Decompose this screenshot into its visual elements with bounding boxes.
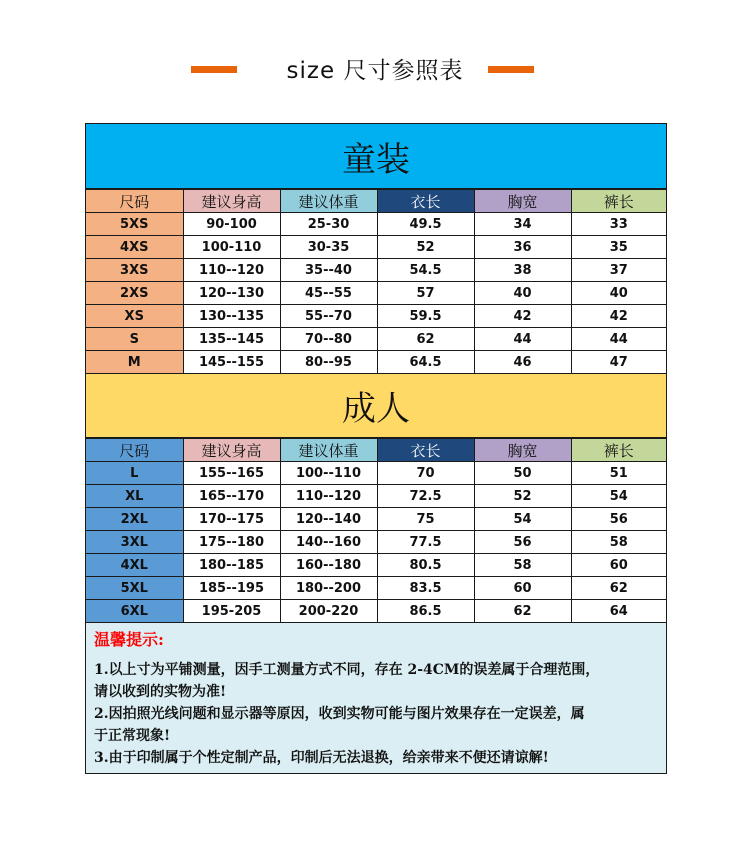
notes-panel (86, 623, 666, 773)
size-cell: 4XL (86, 554, 183, 577)
height-cell: 195-205 (183, 600, 280, 623)
table-row (86, 328, 666, 351)
header-size: 尺码 (86, 190, 183, 213)
pants-cell: 60 (571, 554, 666, 577)
height-cell: 110--120 (183, 259, 280, 282)
length-cell: 59.5 (377, 305, 474, 328)
pants-cell: 54 (571, 485, 666, 508)
pants-cell: 37 (571, 259, 666, 282)
notes-heading: 温馨提示: (94, 630, 164, 649)
header-weight: 建议体重 (280, 439, 377, 462)
pants-cell: 51 (571, 462, 666, 485)
chest-cell: 54 (474, 508, 571, 531)
adult-header-row (86, 439, 666, 462)
header-size: 尺码 (86, 439, 183, 462)
size-cell: 4XS (86, 236, 183, 259)
weight-cell: 200-220 (280, 600, 377, 623)
weight-cell: 25-30 (280, 213, 377, 236)
header-height: 建议身高 (183, 439, 280, 462)
notes-line: 请以收到的实物为准! (94, 684, 227, 700)
size-cell: XL (86, 485, 183, 508)
header-height: 建议身高 (183, 190, 280, 213)
chest-cell: 50 (474, 462, 571, 485)
table-row (86, 259, 666, 282)
length-cell: 54.5 (377, 259, 474, 282)
height-cell: 130--135 (183, 305, 280, 328)
weight-cell: 140--160 (280, 531, 377, 554)
table-row (86, 554, 666, 577)
table-row (86, 351, 666, 374)
pants-cell: 58 (571, 531, 666, 554)
table-row (86, 213, 666, 236)
size-cell: 2XL (86, 508, 183, 531)
size-cell: 6XL (86, 600, 183, 623)
length-cell: 70 (377, 462, 474, 485)
size-cell: 3XL (86, 531, 183, 554)
chest-cell: 56 (474, 531, 571, 554)
notes-line: 3.由于印制属于个性定制产品，印制后无法退换，给亲带来不便还请谅解! (94, 750, 549, 766)
pants-cell: 40 (571, 282, 666, 305)
length-cell: 75 (377, 508, 474, 531)
size-cell: XS (86, 305, 183, 328)
chest-cell: 58 (474, 554, 571, 577)
table-row (86, 462, 666, 485)
table-row (86, 305, 666, 328)
table-row (86, 508, 666, 531)
height-cell: 185--195 (183, 577, 280, 600)
pants-cell: 47 (571, 351, 666, 374)
size-cell: L (86, 462, 183, 485)
header-weight: 建议体重 (280, 190, 377, 213)
weight-cell: 30-35 (280, 236, 377, 259)
height-cell: 180--185 (183, 554, 280, 577)
page-title-area (0, 48, 750, 88)
notes-line: 2.因拍照光线问题和显示器等原因，收到实物可能与图片效果存在一定误差，属 (94, 706, 585, 722)
size-chart (85, 123, 667, 774)
height-cell: 135--145 (183, 328, 280, 351)
title-accent-bar-right (488, 66, 534, 73)
size-cell: S (86, 328, 183, 351)
height-cell: 120--130 (183, 282, 280, 305)
length-cell: 72.5 (377, 485, 474, 508)
weight-cell: 160--180 (280, 554, 377, 577)
chest-cell: 60 (474, 577, 571, 600)
table-row (86, 282, 666, 305)
chest-cell: 42 (474, 305, 571, 328)
chest-cell: 34 (474, 213, 571, 236)
adult-section-band: 成人 (86, 374, 666, 438)
size-cell: 5XL (86, 577, 183, 600)
header-length: 衣长 (377, 190, 474, 213)
weight-cell: 120--140 (280, 508, 377, 531)
pants-cell: 33 (571, 213, 666, 236)
height-cell: 90-100 (183, 213, 280, 236)
header-pants: 裤长 (571, 190, 666, 213)
table-row (86, 236, 666, 259)
length-cell: 52 (377, 236, 474, 259)
height-cell: 145--155 (183, 351, 280, 374)
notes-line: 于正常现象! (94, 728, 171, 744)
length-cell: 62 (377, 328, 474, 351)
weight-cell: 110--120 (280, 485, 377, 508)
height-cell: 175--180 (183, 531, 280, 554)
size-cell: 2XS (86, 282, 183, 305)
chest-cell: 36 (474, 236, 571, 259)
page-title: size 尺寸参照表 (286, 58, 464, 84)
weight-cell: 35--40 (280, 259, 377, 282)
weight-cell: 70--80 (280, 328, 377, 351)
chest-cell: 44 (474, 328, 571, 351)
table-row (86, 577, 666, 600)
height-cell: 165--170 (183, 485, 280, 508)
kids-size-table (86, 189, 666, 374)
length-cell: 57 (377, 282, 474, 305)
table-row (86, 600, 666, 623)
height-cell: 100-110 (183, 236, 280, 259)
height-cell: 170--175 (183, 508, 280, 531)
length-cell: 83.5 (377, 577, 474, 600)
length-cell: 49.5 (377, 213, 474, 236)
weight-cell: 180--200 (280, 577, 377, 600)
pants-cell: 42 (571, 305, 666, 328)
length-cell: 80.5 (377, 554, 474, 577)
notes-line: 1.以上寸为平铺测量，因手工测量方式不同，存在 2-4CM的误差属于合理范围， (94, 662, 600, 678)
chest-cell: 52 (474, 485, 571, 508)
pants-cell: 64 (571, 600, 666, 623)
pants-cell: 35 (571, 236, 666, 259)
pants-cell: 62 (571, 577, 666, 600)
kids-header-row (86, 190, 666, 213)
size-cell: 5XS (86, 213, 183, 236)
pants-cell: 56 (571, 508, 666, 531)
weight-cell: 80--95 (280, 351, 377, 374)
length-cell: 77.5 (377, 531, 474, 554)
weight-cell: 100--110 (280, 462, 377, 485)
length-cell: 86.5 (377, 600, 474, 623)
header-length: 衣长 (377, 439, 474, 462)
weight-cell: 45--55 (280, 282, 377, 305)
table-row (86, 531, 666, 554)
size-cell: 3XS (86, 259, 183, 282)
chest-cell: 46 (474, 351, 571, 374)
table-row (86, 485, 666, 508)
header-pants: 裤长 (571, 439, 666, 462)
chest-cell: 40 (474, 282, 571, 305)
header-chest: 胸宽 (474, 190, 571, 213)
chest-cell: 62 (474, 600, 571, 623)
length-cell: 64.5 (377, 351, 474, 374)
pants-cell: 44 (571, 328, 666, 351)
height-cell: 155--165 (183, 462, 280, 485)
header-chest: 胸宽 (474, 439, 571, 462)
adult-size-table (86, 438, 666, 623)
weight-cell: 55--70 (280, 305, 377, 328)
size-cell: M (86, 351, 183, 374)
kids-section-band: 童装 (86, 124, 666, 189)
chest-cell: 38 (474, 259, 571, 282)
